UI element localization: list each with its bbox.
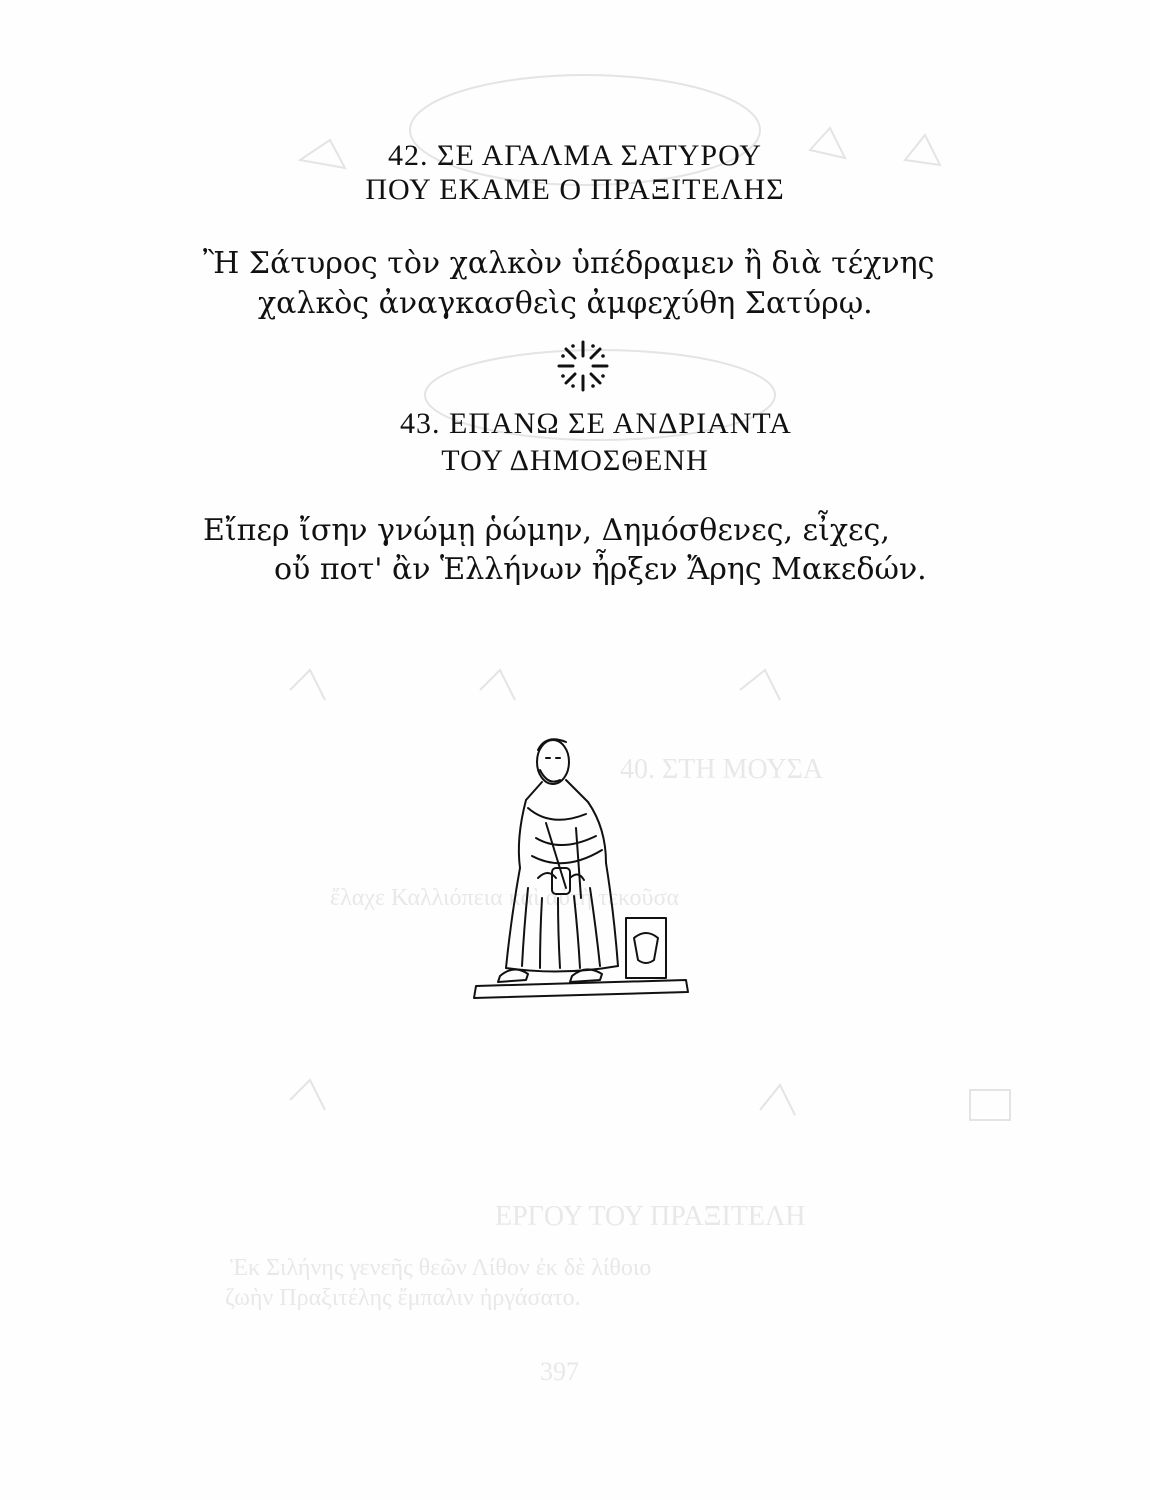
poem-43-title-line-1: 43. ΕΠΑΝΩ ΣΕ ΑΝΔΡΙΑΝΤΑ: [400, 407, 792, 440]
poem-43-verse-line-2: οὔ ποτ' ἂν Ἑλλήνων ἦρξεν Ἄρης Μακεδών.: [274, 552, 927, 587]
poem-42-title-line-1: 42. ΣΕ ΑΓΑΛΜΑ ΣΑΤΥΡΟΥ: [388, 139, 762, 172]
svg-text:Ἐκ Σιλήνης γενεῆς θεῶν Λίθον ἐ: Ἐκ Σιλήνης γενεῆς θεῶν Λίθον ἐκ δὲ λίθοιο: [230, 1255, 652, 1281]
demosthenes-statue-drawing: [456, 728, 706, 1003]
svg-text:397: 397: [540, 1357, 579, 1386]
poem-42-title-line-2: ΠΟΥ ΕΚΑΜΕ Ο ΠΡΑΞΙΤΕΛΗΣ: [365, 173, 785, 206]
svg-text:ἔλαχε Καλλιόπεια καὶ αὐτὴ τεκο: ἔλαχε Καλλιόπεια καὶ αὐτὴ τεκοῦσα: [330, 885, 679, 911]
poem-42-verse-line-2: χαλκὸς ἀναγκασθεὶς ἀμφεχύθη Σατύρῳ.: [258, 286, 873, 321]
svg-text:ΕΡΓΟΥ ΤΟΥ ΠΡΑΞΙΤΕΛΗ: ΕΡΓΟΥ ΤΟΥ ΠΡΑΞΙΤΕΛΗ: [495, 1201, 806, 1232]
svg-text:40. ΣΤΗ ΜΟΥΣΑ: 40. ΣΤΗ ΜΟΥΣΑ: [620, 754, 824, 785]
svg-text:ζωὴν Πραξιτέλης ἔμπαλιν ἠργάσα: ζωὴν Πραξιτέλης ἔμπαλιν ἠργάσατο.: [225, 1285, 581, 1311]
poem-42-verse-line-1: Ἢ Σάτυρος τὸν χαλκὸν ὑπέδραμεν ἢ διὰ τέχνης: [203, 246, 935, 281]
asterisk-star-icon: [555, 338, 611, 394]
poem-43-title-line-2: ΤΟΥ ΔΗΜΟΣΘΕΝΗ: [441, 444, 709, 477]
poem-43-verse-line-1: Εἴπερ ἴσην γνώμῃ ῥώμην, Δημόσθενες, εἶχες,: [203, 513, 890, 548]
